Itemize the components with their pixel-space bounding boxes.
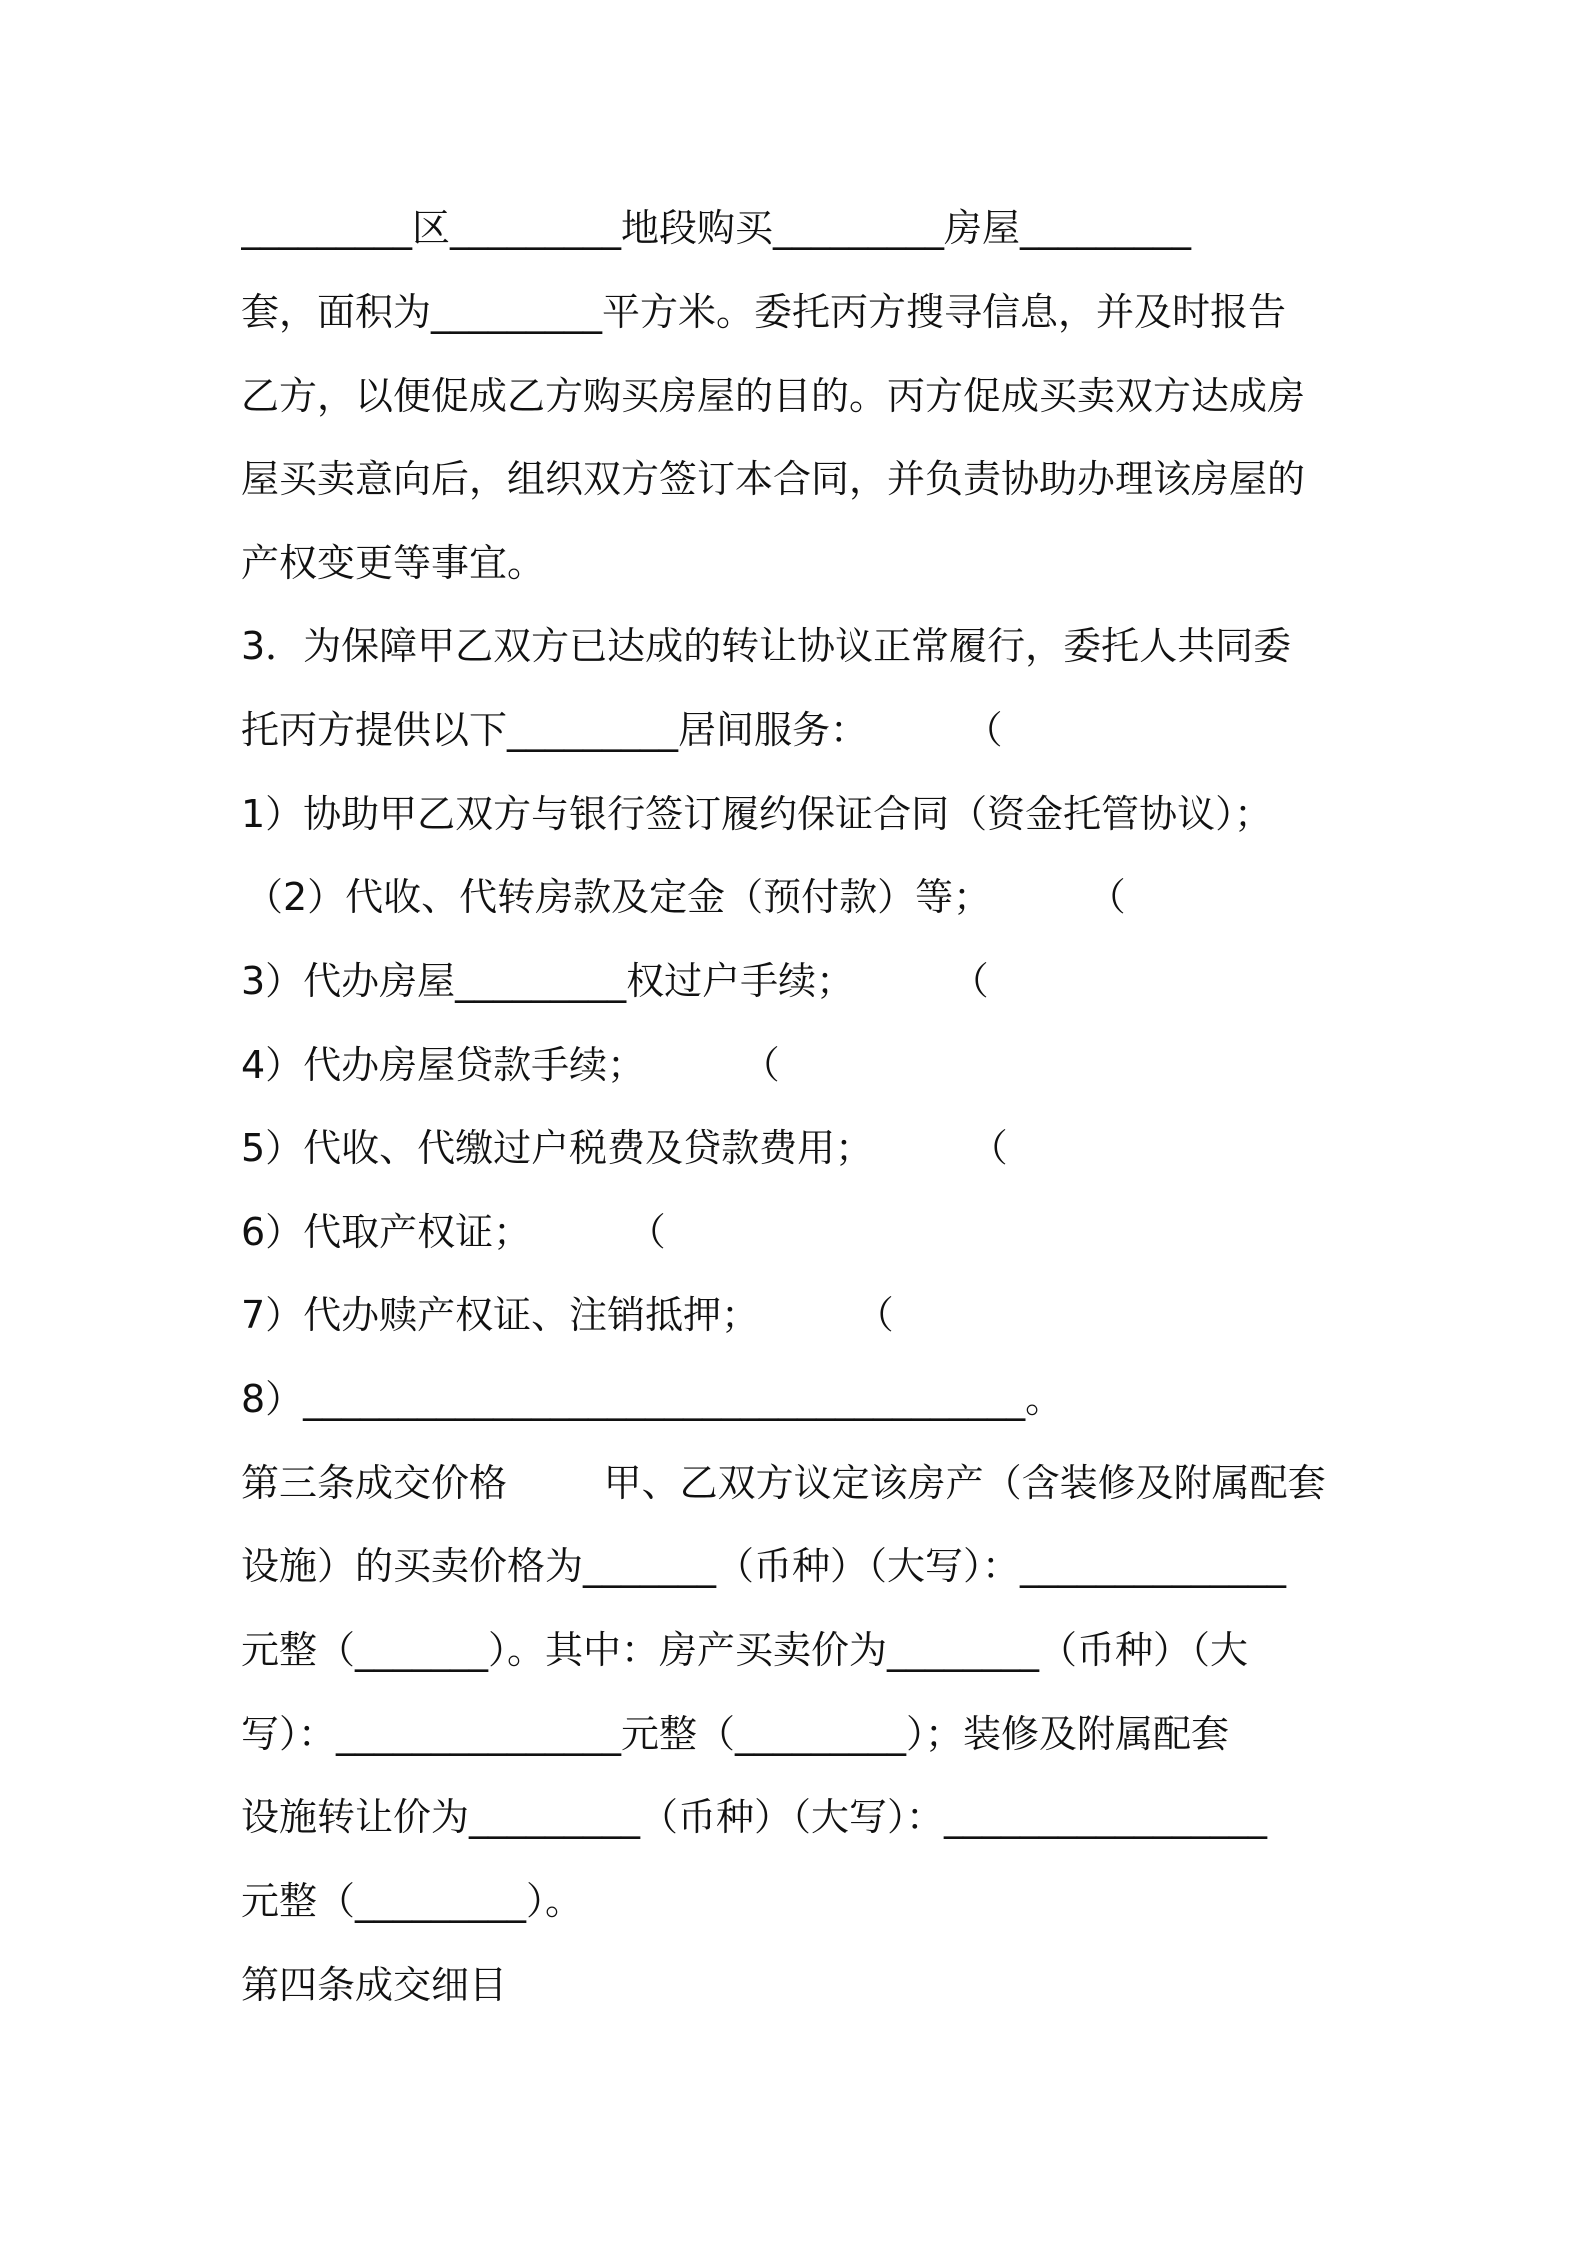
text-line: 设施）的买卖价格为_______（币种）（大写）：______________ xyxy=(241,1544,1287,1588)
list-item: 3）代办房屋_________权过户手续； （ xyxy=(241,959,989,1003)
text-line: 产权变更等事宜。 xyxy=(241,541,546,585)
text-line: 屋买卖意向后，组织双方签订本合同，并负责协助办理该房屋的 xyxy=(241,457,1306,501)
list-item: （2）代收、代转房款及定金（预付款）等； （ xyxy=(245,875,1126,919)
section-heading: 第四条成交细目 xyxy=(241,1963,508,2007)
section-heading-line: 第三条成交价格 甲、乙双方议定该房产（含装修及附属配套 xyxy=(241,1461,1326,1505)
text-line: 写）：_______________元整（_________）；装修及附属配套 xyxy=(241,1712,1230,1756)
text-line: 3．为保障甲乙双方已达成的转让协议正常履行，委托人共同委 xyxy=(241,624,1292,668)
list-item: 8）______________________________________。 xyxy=(241,1377,1064,1421)
list-item: 7）代办赎产权证、注销抵押； （ xyxy=(241,1293,894,1337)
list-item: 4）代办房屋贷款手续； （ xyxy=(241,1043,780,1087)
list-item: 6）代取产权证； （ xyxy=(241,1210,666,1254)
text-line: _________区_________地段购买_________房屋_________ xyxy=(241,206,1192,250)
text-line: 元整（_________）。 xyxy=(241,1879,584,1923)
text-line: 设施转让价为_________（币种）（大写）：_________________ xyxy=(241,1795,1268,1839)
list-item: 5）代收、代缴过户税费及贷款费用； （ xyxy=(241,1126,1008,1170)
text-line: 元整（_______）。其中：房产买卖价为________（币种）（大 xyxy=(241,1628,1249,1672)
text-line: 托丙方提供以下_________居间服务： （ xyxy=(241,708,1003,752)
list-item: 1）协助甲乙双方与银行签订履约保证合同（资金托管协议）； xyxy=(241,792,1273,836)
text-line: 套，面积为_________平方米。委托丙方搜寻信息，并及时报告 xyxy=(241,290,1287,334)
text-line: 乙方，以便促成乙方购买房屋的目的。丙方促成买卖双方达成房 xyxy=(241,374,1306,418)
